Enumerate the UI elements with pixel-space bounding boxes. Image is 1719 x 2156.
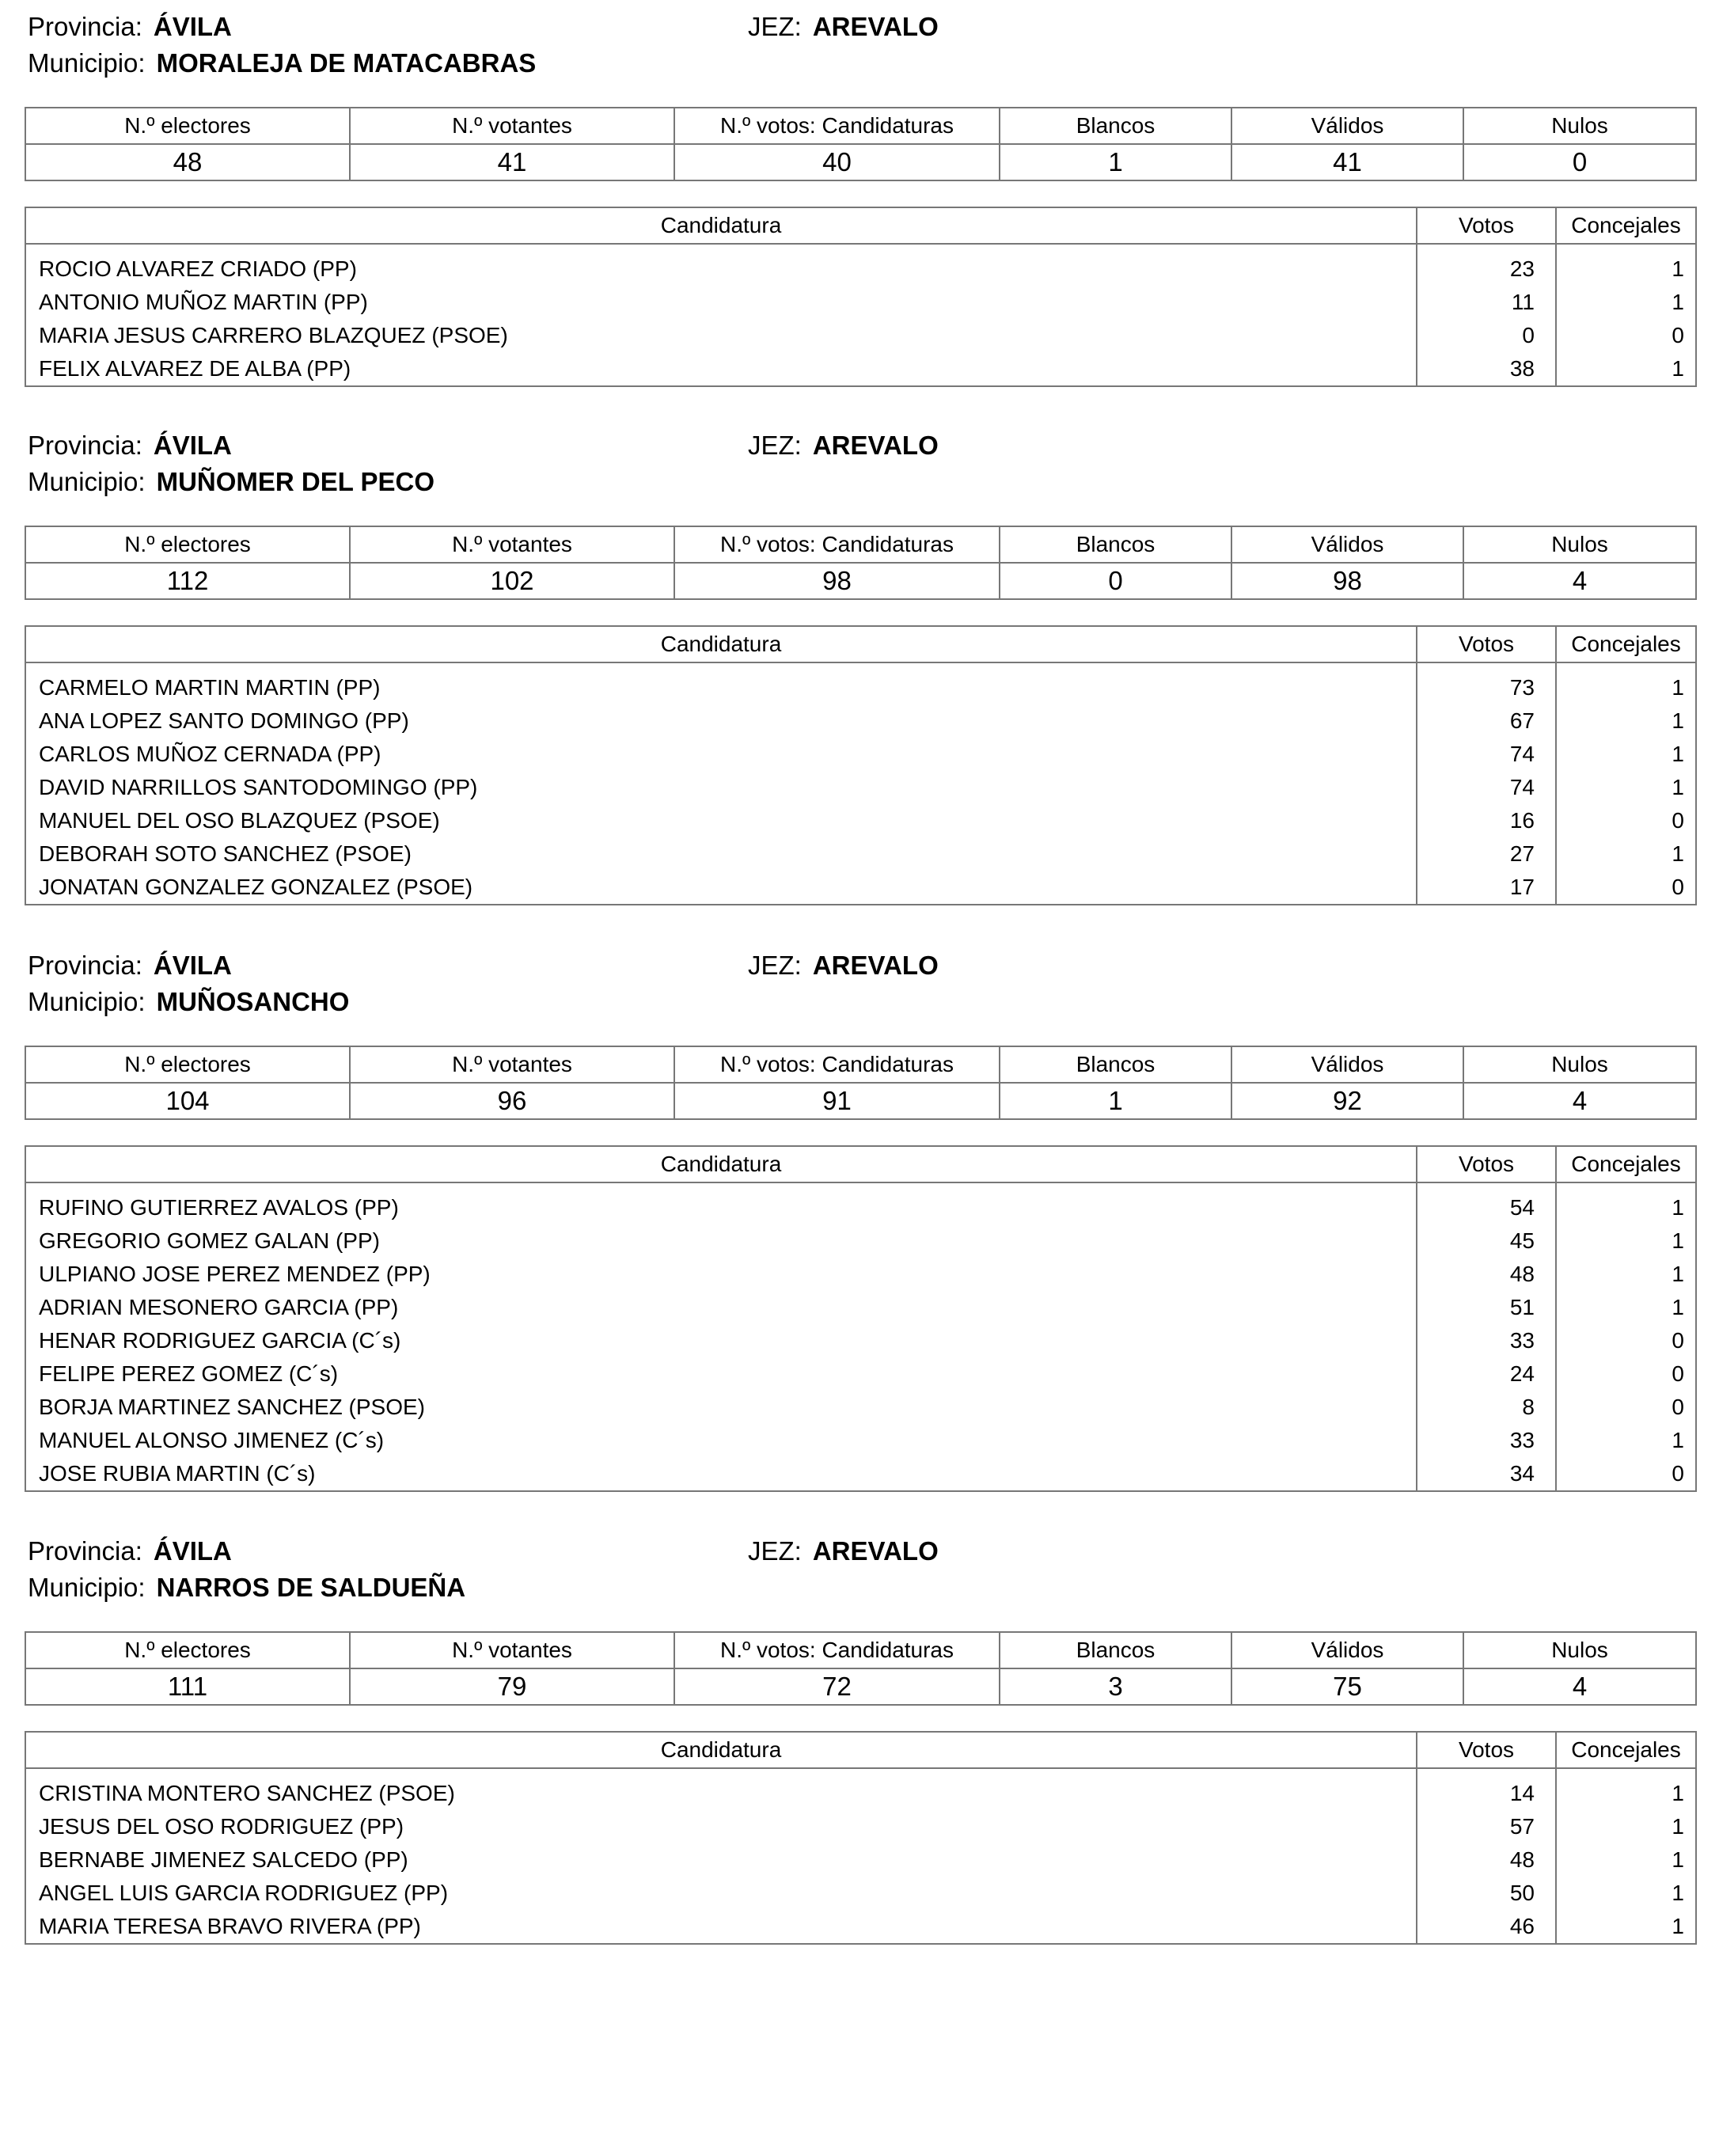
jez-value: AREVALO <box>812 12 939 41</box>
spacer-cell <box>1417 662 1556 671</box>
municipio-label: Municipio: <box>28 1573 146 1602</box>
candidate-votes: 8 <box>1417 1391 1556 1424</box>
candidate-concejales: 0 <box>1556 1324 1696 1357</box>
candidate-row <box>25 1910 1696 1944</box>
stats-header-cell: N.º electores <box>25 526 350 563</box>
jez-value: AREVALO <box>812 431 939 460</box>
stats-header-cell: Válidos <box>1231 526 1463 563</box>
jez <box>748 950 939 981</box>
spacer-cell <box>25 662 1417 671</box>
stats-value-cell: 72 <box>674 1668 1000 1705</box>
candidate-row <box>25 804 1696 837</box>
candidate-votes: 54 <box>1417 1191 1556 1224</box>
candidate-concejales: 1 <box>1556 1258 1696 1291</box>
candidate-name: JOSE RUBIA MARTIN (C´s) <box>25 1457 1417 1491</box>
candidate-concejales: 0 <box>1556 804 1696 837</box>
stats-table <box>25 107 1697 181</box>
jez-label: JEZ: <box>748 12 802 41</box>
candidate-concejales: 1 <box>1556 1291 1696 1324</box>
stats-value-cell: 91 <box>674 1083 1000 1119</box>
candidates-header-row <box>25 207 1696 244</box>
candidate-name: CARMELO MARTIN MARTIN (PP) <box>25 671 1417 704</box>
candidate-votes: 34 <box>1417 1457 1556 1491</box>
candidate-row <box>25 319 1696 352</box>
candidate-row <box>25 1424 1696 1457</box>
stats-value-cell: 0 <box>1000 563 1231 599</box>
municipio <box>28 1572 465 1604</box>
stats-value-row <box>25 1668 1696 1705</box>
stats-table <box>25 1046 1697 1120</box>
jez-value: AREVALO <box>812 1536 939 1566</box>
candidate-name: HENAR RODRIGUEZ GARCIA (C´s) <box>25 1324 1417 1357</box>
candidate-concejales: 0 <box>1556 871 1696 905</box>
spacer-row <box>25 244 1696 252</box>
stats-header-cell: Blancos <box>1000 1632 1231 1668</box>
stats-header-cell: Blancos <box>1000 526 1231 563</box>
votos-header: Votos <box>1417 626 1556 662</box>
candidate-concejales: 0 <box>1556 1357 1696 1391</box>
concejales-header: Concejales <box>1556 1732 1696 1768</box>
spacer-cell <box>1556 1182 1696 1191</box>
candidate-row <box>25 1258 1696 1291</box>
spacer-row <box>25 1182 1696 1191</box>
candidate-row <box>25 1777 1696 1810</box>
candidate-row <box>25 286 1696 319</box>
municipio-value: MORALEJA DE MATACABRAS <box>156 48 537 78</box>
stats-header-cell: Válidos <box>1231 1046 1463 1083</box>
stats-value-cell: 0 <box>1463 144 1696 180</box>
concejales-header: Concejales <box>1556 207 1696 244</box>
stats-value-cell: 4 <box>1463 563 1696 599</box>
stats-header-cell: N.º votos: Candidaturas <box>674 526 1000 563</box>
candidatura-header: Candidatura <box>25 1732 1417 1768</box>
spacer-cell <box>25 1182 1417 1191</box>
candidate-concejales: 1 <box>1556 1843 1696 1877</box>
candidate-name: ROCIO ALVAREZ CRIADO (PP) <box>25 252 1417 286</box>
candidate-row <box>25 1877 1696 1910</box>
candidate-row <box>25 871 1696 905</box>
provincia-value: ÁVILA <box>153 431 232 460</box>
candidate-name: BERNABE JIMENEZ SALCEDO (PP) <box>25 1843 1417 1877</box>
candidate-votes: 24 <box>1417 1357 1556 1391</box>
candidate-concejales: 1 <box>1556 837 1696 871</box>
votos-header: Votos <box>1417 1732 1556 1768</box>
municipio-label: Municipio: <box>28 467 146 496</box>
candidate-votes: 74 <box>1417 771 1556 804</box>
candidate-concejales: 1 <box>1556 738 1696 771</box>
candidate-row <box>25 352 1696 386</box>
candidate-concejales: 0 <box>1556 1457 1696 1491</box>
provincia-value: ÁVILA <box>153 951 232 980</box>
spacer-cell <box>25 244 1417 252</box>
candidate-votes: 27 <box>1417 837 1556 871</box>
candidate-name: MANUEL ALONSO JIMENEZ (C´s) <box>25 1424 1417 1457</box>
provincia <box>28 11 232 43</box>
provincia-label: Provincia: <box>28 1536 142 1566</box>
stats-value-cell: 3 <box>1000 1668 1231 1705</box>
votos-header: Votos <box>1417 207 1556 244</box>
stats-value-cell: 41 <box>350 144 674 180</box>
municipio-value: NARROS DE SALDUEÑA <box>156 1573 466 1602</box>
stats-value-cell: 111 <box>25 1668 350 1705</box>
candidate-name: JONATAN GONZALEZ GONZALEZ (PSOE) <box>25 871 1417 905</box>
candidates-table <box>25 1145 1697 1492</box>
stats-header-cell: N.º electores <box>25 1632 350 1668</box>
candidate-row <box>25 1391 1696 1424</box>
stats-header-cell: Válidos <box>1231 108 1463 144</box>
candidate-votes: 11 <box>1417 286 1556 319</box>
jez <box>748 1535 939 1567</box>
candidate-name: ULPIANO JOSE PEREZ MENDEZ (PP) <box>25 1258 1417 1291</box>
candidate-concejales: 1 <box>1556 352 1696 386</box>
stats-value-cell: 75 <box>1231 1668 1463 1705</box>
municipality-block <box>0 1535 1719 1947</box>
candidate-votes: 46 <box>1417 1910 1556 1944</box>
candidate-votes: 16 <box>1417 804 1556 837</box>
provincia <box>28 950 232 981</box>
candidate-concejales: 1 <box>1556 1777 1696 1810</box>
stats-value-cell: 41 <box>1231 144 1463 180</box>
provincia <box>28 430 232 461</box>
stats-header-row <box>25 1046 1696 1083</box>
stats-header-row <box>25 526 1696 563</box>
spacer-cell <box>1556 662 1696 671</box>
candidate-row <box>25 1224 1696 1258</box>
spacer-row <box>25 1768 1696 1777</box>
candidate-votes: 48 <box>1417 1843 1556 1877</box>
candidate-row <box>25 1843 1696 1877</box>
provincia-value: ÁVILA <box>153 12 232 41</box>
stats-value-cell: 1 <box>1000 1083 1231 1119</box>
provincia-label: Provincia: <box>28 951 142 980</box>
stats-header-cell: Nulos <box>1463 1046 1696 1083</box>
stats-header-cell: Blancos <box>1000 108 1231 144</box>
stats-header-cell: N.º votos: Candidaturas <box>674 1046 1000 1083</box>
candidate-concejales: 1 <box>1556 1877 1696 1910</box>
candidate-votes: 74 <box>1417 738 1556 771</box>
provincia-label: Provincia: <box>28 431 142 460</box>
stats-value-cell: 40 <box>674 144 1000 180</box>
candidate-votes: 48 <box>1417 1258 1556 1291</box>
stats-value-cell: 104 <box>25 1083 350 1119</box>
municipio-value: MUÑOMER DEL PECO <box>156 467 434 496</box>
candidate-name: MARIA TERESA BRAVO RIVERA (PP) <box>25 1910 1417 1944</box>
candidate-name: RUFINO GUTIERREZ AVALOS (PP) <box>25 1191 1417 1224</box>
candidate-votes: 23 <box>1417 252 1556 286</box>
candidate-name: ANTONIO MUÑOZ MARTIN (PP) <box>25 286 1417 319</box>
stats-header-cell: Blancos <box>1000 1046 1231 1083</box>
stats-value-row <box>25 1083 1696 1119</box>
candidate-concejales: 1 <box>1556 704 1696 738</box>
provincia-value: ÁVILA <box>153 1536 232 1566</box>
candidatura-header: Candidatura <box>25 207 1417 244</box>
candidates-table <box>25 1731 1697 1945</box>
candidate-votes: 0 <box>1417 319 1556 352</box>
municipio <box>28 986 349 1018</box>
candidates-table <box>25 207 1697 387</box>
candidate-votes: 67 <box>1417 704 1556 738</box>
candidate-votes: 51 <box>1417 1291 1556 1324</box>
stats-header-cell: N.º votantes <box>350 108 674 144</box>
candidate-concejales: 1 <box>1556 671 1696 704</box>
jez-label: JEZ: <box>748 951 802 980</box>
candidate-name: MANUEL DEL OSO BLAZQUEZ (PSOE) <box>25 804 1417 837</box>
candidate-name: GREGORIO GOMEZ GALAN (PP) <box>25 1224 1417 1258</box>
candidates-header-row <box>25 1732 1696 1768</box>
municipio-label: Municipio: <box>28 48 146 78</box>
candidate-name: FELIPE PEREZ GOMEZ (C´s) <box>25 1357 1417 1391</box>
stats-value-cell: 112 <box>25 563 350 599</box>
candidate-name: MARIA JESUS CARRERO BLAZQUEZ (PSOE) <box>25 319 1417 352</box>
candidatura-header: Candidatura <box>25 626 1417 662</box>
stats-header-cell: Válidos <box>1231 1632 1463 1668</box>
stats-value-row <box>25 144 1696 180</box>
jez-label: JEZ: <box>748 431 802 460</box>
candidates-table <box>25 625 1697 905</box>
stats-value-cell: 98 <box>674 563 1000 599</box>
candidate-votes: 45 <box>1417 1224 1556 1258</box>
provincia-label: Provincia: <box>28 12 142 41</box>
candidate-row <box>25 837 1696 871</box>
candidate-row <box>25 671 1696 704</box>
concejales-header: Concejales <box>1556 1146 1696 1182</box>
candidate-name: ANGEL LUIS GARCIA RODRIGUEZ (PP) <box>25 1877 1417 1910</box>
stats-header-cell: Nulos <box>1463 526 1696 563</box>
stats-value-cell: 102 <box>350 563 674 599</box>
candidate-concejales: 1 <box>1556 1910 1696 1944</box>
stats-header-cell: N.º electores <box>25 108 350 144</box>
stats-value-cell: 48 <box>25 144 350 180</box>
candidate-name: BORJA MARTINEZ SANCHEZ (PSOE) <box>25 1391 1417 1424</box>
candidate-name: CARLOS MUÑOZ CERNADA (PP) <box>25 738 1417 771</box>
candidate-concejales: 0 <box>1556 319 1696 352</box>
candidate-name: FELIX ALVAREZ DE ALBA (PP) <box>25 352 1417 386</box>
stats-value-cell: 92 <box>1231 1083 1463 1119</box>
municipality-block <box>0 430 1719 899</box>
candidate-row <box>25 252 1696 286</box>
votos-header: Votos <box>1417 1146 1556 1182</box>
stats-header-cell: N.º votos: Candidaturas <box>674 1632 1000 1668</box>
candidate-concejales: 1 <box>1556 1191 1696 1224</box>
municipio <box>28 47 536 79</box>
stats-header-row <box>25 1632 1696 1668</box>
stats-header-row <box>25 108 1696 144</box>
stats-header-cell: N.º votantes <box>350 526 674 563</box>
candidate-row <box>25 1324 1696 1357</box>
stats-header-cell: Nulos <box>1463 1632 1696 1668</box>
stats-header-cell: N.º votantes <box>350 1046 674 1083</box>
candidate-name: ADRIAN MESONERO GARCIA (PP) <box>25 1291 1417 1324</box>
stats-header-cell: N.º votantes <box>350 1632 674 1668</box>
municipio-label: Municipio: <box>28 987 146 1016</box>
candidate-votes: 33 <box>1417 1424 1556 1457</box>
candidate-concejales: 1 <box>1556 1224 1696 1258</box>
candidate-row <box>25 1191 1696 1224</box>
provincia <box>28 1535 232 1567</box>
jez <box>748 430 939 461</box>
candidates-header-row <box>25 626 1696 662</box>
candidate-name: DEBORAH SOTO SANCHEZ (PSOE) <box>25 837 1417 871</box>
candidate-row <box>25 771 1696 804</box>
candidate-row <box>25 738 1696 771</box>
stats-table <box>25 526 1697 600</box>
candidate-concejales: 0 <box>1556 1391 1696 1424</box>
candidate-name: CRISTINA MONTERO SANCHEZ (PSOE) <box>25 1777 1417 1810</box>
municipality-block <box>0 11 1719 423</box>
candidate-row <box>25 1291 1696 1324</box>
jez-value: AREVALO <box>812 951 939 980</box>
stats-header-cell: N.º electores <box>25 1046 350 1083</box>
stats-value-cell: 79 <box>350 1668 674 1705</box>
stats-header-cell: N.º votos: Candidaturas <box>674 108 1000 144</box>
candidate-row <box>25 704 1696 738</box>
stats-value-cell: 4 <box>1463 1083 1696 1119</box>
municipio-value: MUÑOSANCHO <box>156 987 350 1016</box>
candidate-row <box>25 1357 1696 1391</box>
candidate-name: DAVID NARRILLOS SANTODOMINGO (PP) <box>25 771 1417 804</box>
candidate-concejales: 1 <box>1556 1424 1696 1457</box>
candidate-votes: 14 <box>1417 1777 1556 1810</box>
stats-header-cell: Nulos <box>1463 108 1696 144</box>
candidate-votes: 50 <box>1417 1877 1556 1910</box>
stats-table <box>25 1631 1697 1706</box>
candidate-votes: 57 <box>1417 1810 1556 1843</box>
candidate-votes: 17 <box>1417 871 1556 905</box>
stats-value-cell: 96 <box>350 1083 674 1119</box>
jez-label: JEZ: <box>748 1536 802 1566</box>
candidate-votes: 38 <box>1417 352 1556 386</box>
stats-value-cell: 98 <box>1231 563 1463 599</box>
spacer-cell <box>1417 1768 1556 1777</box>
candidatura-header: Candidatura <box>25 1146 1417 1182</box>
spacer-cell <box>1417 244 1556 252</box>
candidate-row <box>25 1810 1696 1843</box>
candidate-name: JESUS DEL OSO RODRIGUEZ (PP) <box>25 1810 1417 1843</box>
candidate-concejales: 1 <box>1556 1810 1696 1843</box>
candidate-concejales: 1 <box>1556 286 1696 319</box>
spacer-cell <box>1417 1182 1556 1191</box>
jez <box>748 11 939 43</box>
stats-value-row <box>25 563 1696 599</box>
spacer-cell <box>25 1768 1417 1777</box>
candidates-header-row <box>25 1146 1696 1182</box>
municipio <box>28 466 434 498</box>
candidate-concejales: 1 <box>1556 252 1696 286</box>
spacer-cell <box>1556 244 1696 252</box>
candidate-concejales: 1 <box>1556 771 1696 804</box>
candidate-votes: 33 <box>1417 1324 1556 1357</box>
candidate-votes: 73 <box>1417 671 1556 704</box>
municipality-block <box>0 950 1719 1486</box>
candidate-name: ANA LOPEZ SANTO DOMINGO (PP) <box>25 704 1417 738</box>
spacer-cell <box>1556 1768 1696 1777</box>
candidate-row <box>25 1457 1696 1491</box>
concejales-header: Concejales <box>1556 626 1696 662</box>
stats-value-cell: 4 <box>1463 1668 1696 1705</box>
stats-value-cell: 1 <box>1000 144 1231 180</box>
spacer-row <box>25 662 1696 671</box>
